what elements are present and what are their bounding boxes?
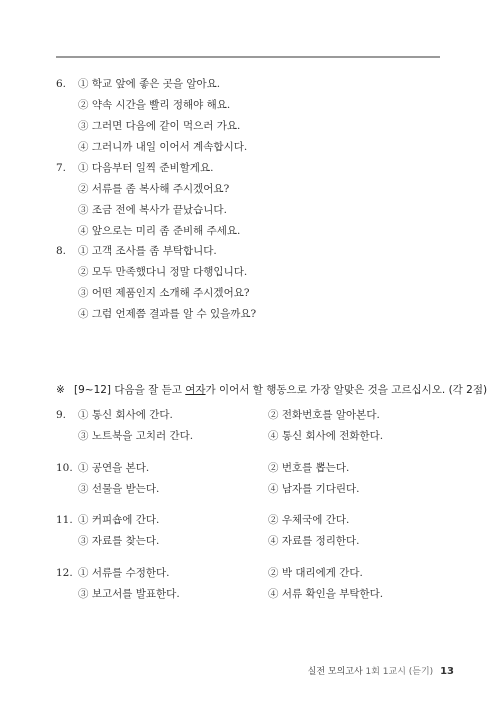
question-number: 10. xyxy=(56,462,73,474)
option-1: ① 공연을 본다. xyxy=(78,462,150,474)
question-number: 12. xyxy=(56,567,73,579)
option-3: ③ 조금 전에 복사가 끝났습니다. xyxy=(78,204,227,216)
option-3: ③ 선물을 받는다. xyxy=(78,483,160,495)
option-3: ③ 노트북을 고치러 간다. xyxy=(78,430,194,442)
question-number: 9. xyxy=(56,409,67,421)
option-1: ① 고객 조사를 좀 부탁합니다. xyxy=(78,245,217,257)
option-2: ② 약속 시간을 빨리 정해야 해요. xyxy=(78,99,231,111)
option-4: ④ 자료를 정리한다. xyxy=(268,535,360,547)
option-2: ② 전화번호를 알아본다. xyxy=(268,409,380,421)
top-divider xyxy=(56,56,440,58)
question-number: 7. xyxy=(56,162,67,174)
footer-subtitle: 1회 1교시 (듣기) xyxy=(365,667,434,677)
instruction-underlined-word: 여자 xyxy=(185,384,206,396)
page-number: 13 xyxy=(440,666,454,677)
option-2: ② 모두 만족했다니 정말 다행입니다. xyxy=(78,266,248,278)
option-1: ① 학교 앞에 좋은 곳을 알아요. xyxy=(78,78,221,90)
question-number: 6. xyxy=(56,78,67,90)
option-1: ① 다음부터 일찍 준비할게요. xyxy=(78,162,214,174)
option-2: ② 우체국에 간다. xyxy=(268,514,350,526)
page-footer xyxy=(308,664,454,677)
instruction-text-start: [9~12] 다음을 잘 듣고 xyxy=(74,384,186,396)
option-3: ③ 어떤 제품인지 소개해 주시겠어요? xyxy=(78,287,250,299)
option-2: ② 박 대리에게 간다. xyxy=(268,567,363,579)
question-number: 8. xyxy=(56,245,67,257)
option-4: ④ 통신 회사에 전화한다. xyxy=(268,430,384,442)
question-number: 11. xyxy=(56,514,73,526)
reference-mark: ※ xyxy=(56,384,65,396)
section-instruction xyxy=(56,382,488,397)
option-4: ④ 그럼 언제쯤 결과를 알 수 있을까요? xyxy=(78,308,257,320)
option-4: ④ 서류 확인을 부탁한다. xyxy=(268,588,384,600)
option-3: ③ 보고서를 발표한다. xyxy=(78,588,180,600)
footer-title: 실전 모의고사 xyxy=(307,667,363,677)
option-1: ① 커피숍에 간다. xyxy=(78,514,160,526)
option-2: ② 번호를 뽑는다. xyxy=(268,462,350,474)
option-3: ③ 자료를 찾는다. xyxy=(78,535,160,547)
option-4: ④ 남자를 기다린다. xyxy=(268,483,360,495)
instruction-text-end: 가 이어서 할 행동으로 가장 알맞은 것을 고르십시오. (각 2점) xyxy=(205,384,488,396)
option-1: ① 서류를 수정한다. xyxy=(78,567,170,579)
option-2: ② 서류를 좀 복사해 주시겠어요? xyxy=(78,183,230,195)
option-4: ④ 앞으로는 미리 좀 준비해 주세요. xyxy=(78,225,241,237)
option-3: ③ 그러면 다음에 같이 먹으러 가요. xyxy=(78,120,241,132)
option-1: ① 통신 회사에 간다. xyxy=(78,409,173,421)
option-4: ④ 그러니까 내일 이어서 계속합시다. xyxy=(78,141,248,153)
